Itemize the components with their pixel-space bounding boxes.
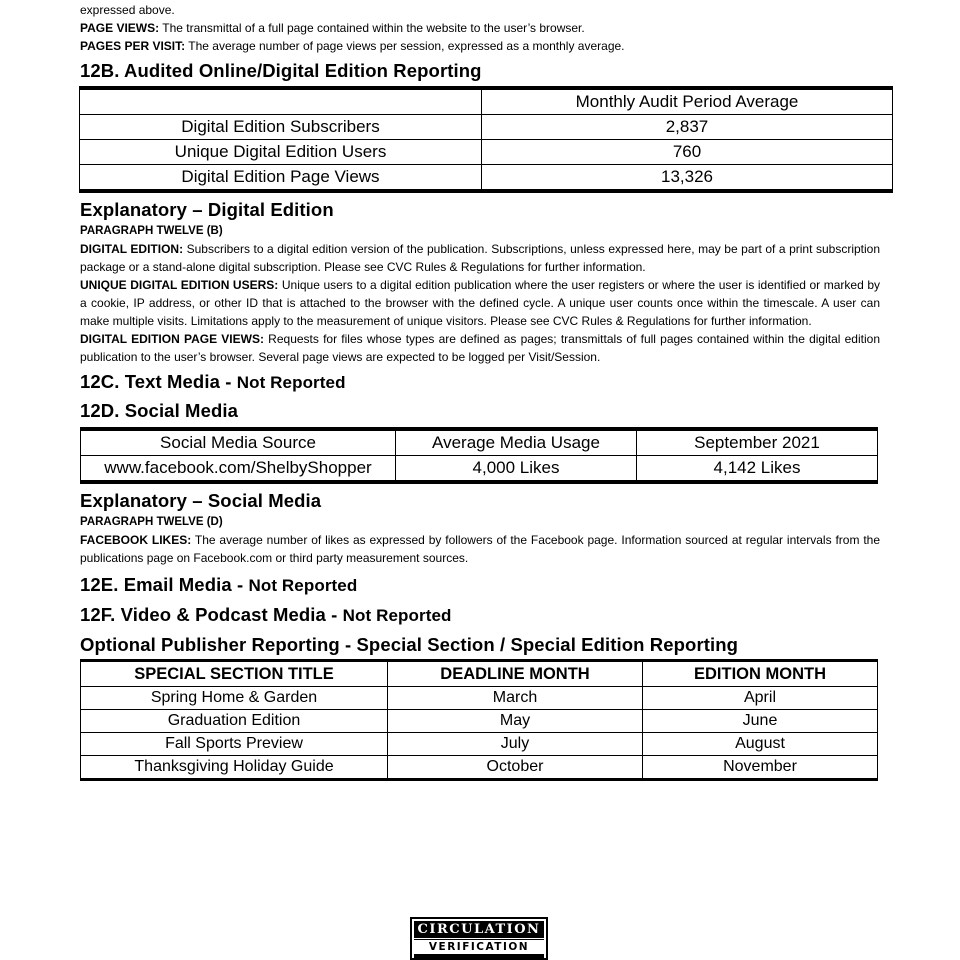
digital-edition-definition — [80, 240, 880, 276]
edition-cell: April — [643, 687, 878, 710]
term: DIGITAL EDITION: — [80, 242, 184, 256]
section-heading-12d: 12D. Social Media — [80, 400, 238, 421]
logo-line-1: CIRCULATION — [414, 921, 544, 938]
report-page — [80, 0, 880, 781]
paragraph-label: PARAGRAPH TWELVE (B) — [80, 225, 223, 237]
definition: The transmittal of a full page contained within the website to the user’s browser. — [159, 21, 585, 35]
table-header-row — [81, 661, 878, 687]
column-header: September 2021 — [637, 429, 878, 456]
table-row — [81, 456, 878, 483]
average-usage-cell: 4,000 Likes — [396, 456, 637, 483]
deadline-cell: October — [388, 756, 643, 780]
term: DIGITAL EDITION PAGE VIEWS: — [80, 332, 264, 346]
table-row — [80, 140, 893, 165]
month-value-cell: 4,142 Likes — [637, 456, 878, 483]
table-row — [81, 687, 878, 710]
row-value: 13,326 — [482, 165, 893, 192]
deadline-cell: March — [388, 687, 643, 710]
paragraph-label: PARAGRAPH TWELVE (D) — [80, 516, 223, 528]
social-media-table — [80, 427, 878, 484]
status-text: Not Reported — [236, 373, 346, 392]
logo-line-2: VERIFICATION — [414, 939, 544, 954]
definition: Requests for files whose types are defined as pages; transmittals of full pages contained within the digital edition publication to the user’s browser. Several page views are expected to be logged per Visit/Session. — [80, 332, 880, 364]
table-row — [80, 115, 893, 140]
column-header: Average Media Usage — [396, 429, 637, 456]
unique-users-definition — [80, 276, 880, 330]
pages-per-visit-definition — [80, 37, 880, 55]
status-text: Not Reported — [342, 606, 452, 625]
term: FACEBOOK LIKES: — [80, 533, 192, 547]
table-row — [81, 733, 878, 756]
section-heading-12b: 12B. Audited Online/Digital Edition Reporting — [80, 60, 482, 81]
edition-cell: November — [643, 756, 878, 780]
table-header-row — [80, 88, 893, 115]
heading-text: 12C. Text Media - — [80, 371, 237, 392]
section-heading-12c — [80, 369, 880, 396]
intro-line: expressed above. — [80, 3, 175, 17]
column-header: DEADLINE MONTH — [388, 661, 643, 687]
edition-cell: August — [643, 733, 878, 756]
definition: Unique users to a digital edition publication where the user registers or where the user is identified or marked by a cookie, IP address, or other ID that is attached to the browser with the defined cycle. A unique user counts once within the timescale. A user can make multiple visits. Limitations apply to the measurement of unique visitors. Please see CVC Rules & Regulations for further information. — [80, 278, 880, 328]
column-header: Social Media Source — [81, 429, 396, 456]
row-label: Digital Edition Page Views — [80, 165, 482, 192]
row-value: 760 — [482, 140, 893, 165]
column-header: EDITION MONTH — [643, 661, 878, 687]
section-heading-12f — [80, 602, 880, 629]
row-label: Digital Edition Subscribers — [80, 115, 482, 140]
definition: The average number of page views per session, expressed as a monthly average. — [185, 39, 625, 53]
facebook-likes-definition — [80, 531, 880, 567]
term: PAGES PER VISIT: — [80, 39, 186, 53]
row-value: 2,837 — [482, 115, 893, 140]
table-header-row — [81, 429, 878, 456]
explanatory-social-heading: Explanatory – Social Media — [80, 490, 322, 511]
logo-bar — [414, 954, 544, 960]
edition-cell: June — [643, 710, 878, 733]
cvc-logo — [410, 917, 548, 960]
column-header: Monthly Audit Period Average — [482, 88, 893, 115]
deadline-cell: May — [388, 710, 643, 733]
explanatory-digital-heading: Explanatory – Digital Edition — [80, 199, 334, 220]
heading-text: 12E. Email Media - — [80, 574, 249, 595]
empty-header-cell — [80, 88, 482, 115]
definition: Subscribers to a digital edition version of the publication. Subscriptions, unless expressed here, may be part of a print subscription package or a stand-alone digital subscription. Please see CVC Rules & Regulations for further information. — [80, 242, 881, 274]
term: UNIQUE DIGITAL EDITION USERS: — [80, 278, 279, 292]
definition: The average number of likes as expressed by followers of the Facebook page. Information sourced at regular intervals from the publications page on Facebook.com or third party measurement sources. — [80, 533, 881, 565]
table-row — [81, 710, 878, 733]
section-heading-12e — [80, 572, 880, 599]
optional-reporting-heading: Optional Publisher Reporting - Special Section / Special Edition Reporting — [80, 634, 739, 655]
status-text: Not Reported — [248, 576, 358, 595]
page-views-digital-definition — [80, 330, 880, 366]
section-title-cell: Fall Sports Preview — [81, 733, 388, 756]
section-title-cell: Spring Home & Garden — [81, 687, 388, 710]
table-row — [81, 756, 878, 780]
table-row — [80, 165, 893, 192]
social-source-cell: www.facebook.com/ShelbyShopper — [81, 456, 396, 483]
digital-edition-table — [79, 86, 893, 193]
section-title-cell: Graduation Edition — [81, 710, 388, 733]
special-section-table — [80, 659, 878, 781]
column-header: SPECIAL SECTION TITLE — [81, 661, 388, 687]
intro-definitions — [80, 1, 880, 55]
term: PAGE VIEWS: — [80, 21, 160, 35]
heading-text: 12F. Video & Podcast Media - — [80, 604, 343, 625]
row-label: Unique Digital Edition Users — [80, 140, 482, 165]
section-title-cell: Thanksgiving Holiday Guide — [81, 756, 388, 780]
deadline-cell: July — [388, 733, 643, 756]
page-views-definition — [80, 19, 880, 37]
